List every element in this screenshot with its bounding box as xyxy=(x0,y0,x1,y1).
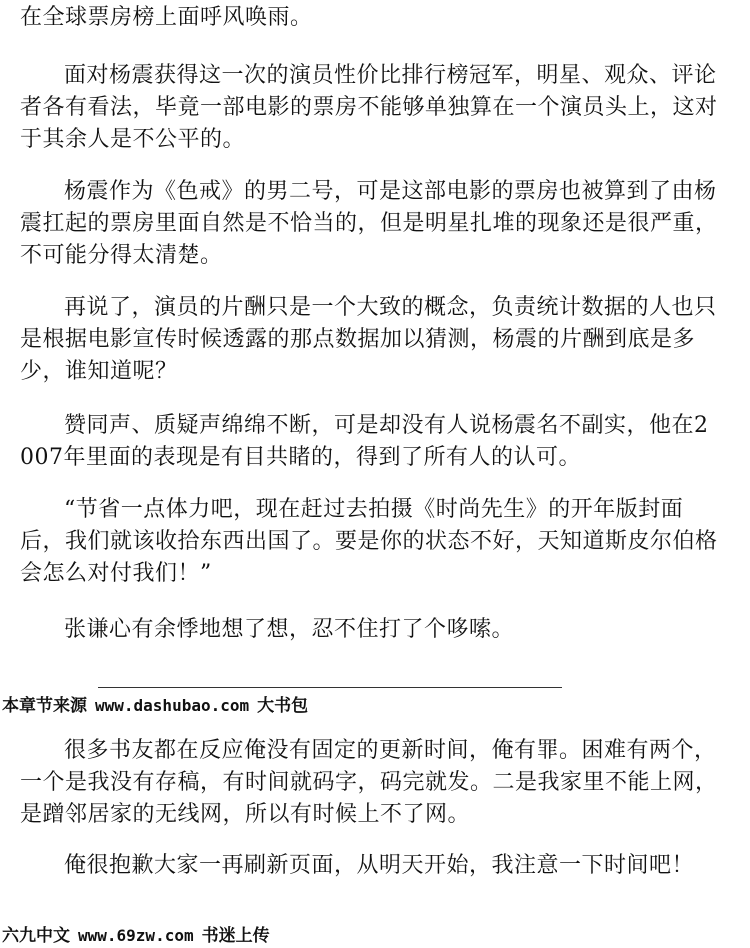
author-note-paragraph: 很多书友都在反应俺没有固定的更新时间，俺有罪。困难有两个，一个是我没有存稿，有时间就码字，码完就发。二是我家里不能上网，是蹭邻居家的无线网，所以有时候上不了网。 xyxy=(20,738,718,827)
footer xyxy=(2,925,270,947)
source-link[interactable]: www.dashubao.com xyxy=(95,696,250,715)
paragraph-continuation: 在全球票房榜上面呼风唤雨。 xyxy=(20,5,313,30)
footer-link[interactable]: www.69zw.com xyxy=(78,926,194,945)
source-site-name: 大书包 xyxy=(257,696,309,716)
footer-uploader: 书迷上传 xyxy=(201,926,270,946)
paragraph: 面对杨震获得这一次的演员性价比排行榜冠军，明星、观众、评论者各有看法，毕竟一部电影的票房不能够单独算在一个演员头上，这对于其余人是不公平的。 xyxy=(20,63,718,152)
paragraph: 赞同声、质疑声绵绵不断，可是却没有人说杨震名不副实，他在2007年里面的表现是有目共睹的，得到了所有人的认可。 xyxy=(20,413,709,470)
paragraph: 再说了，演员的片酬只是一个大致的概念，负责统计数据的人也只是根据电影宣传时候透露的那点数据加以猜测，杨震的片酬到底是多少，谁知道呢？ xyxy=(20,295,717,384)
divider xyxy=(98,687,562,688)
author-note-paragraph: 俺很抱歉大家一再刷新页面，从明天开始，我注意一下时间吧！ xyxy=(64,853,695,878)
paragraph: 杨震作为《色戒》的男二号，可是这部电影的票房也被算到了由杨震扛起的票房里面自然是不恰当的，但是明星扎堆的现象还是很严重，不可能分得太清楚。 xyxy=(20,179,718,268)
paragraph: 张谦心有余悸地想了想，忍不住打了个哆嗦。 xyxy=(64,617,515,642)
source-label: 本章节来源 xyxy=(2,696,87,716)
paragraph: “节省一点体力吧，现在赶过去拍摄《时尚先生》的开年版封面后，我们就该收拾东西出国了。要是你的状态不好，天知道斯皮尔伯格会怎么对付我们！” xyxy=(20,497,718,586)
footer-site-name: 六九中文 xyxy=(2,926,70,946)
chapter-source xyxy=(2,694,308,718)
